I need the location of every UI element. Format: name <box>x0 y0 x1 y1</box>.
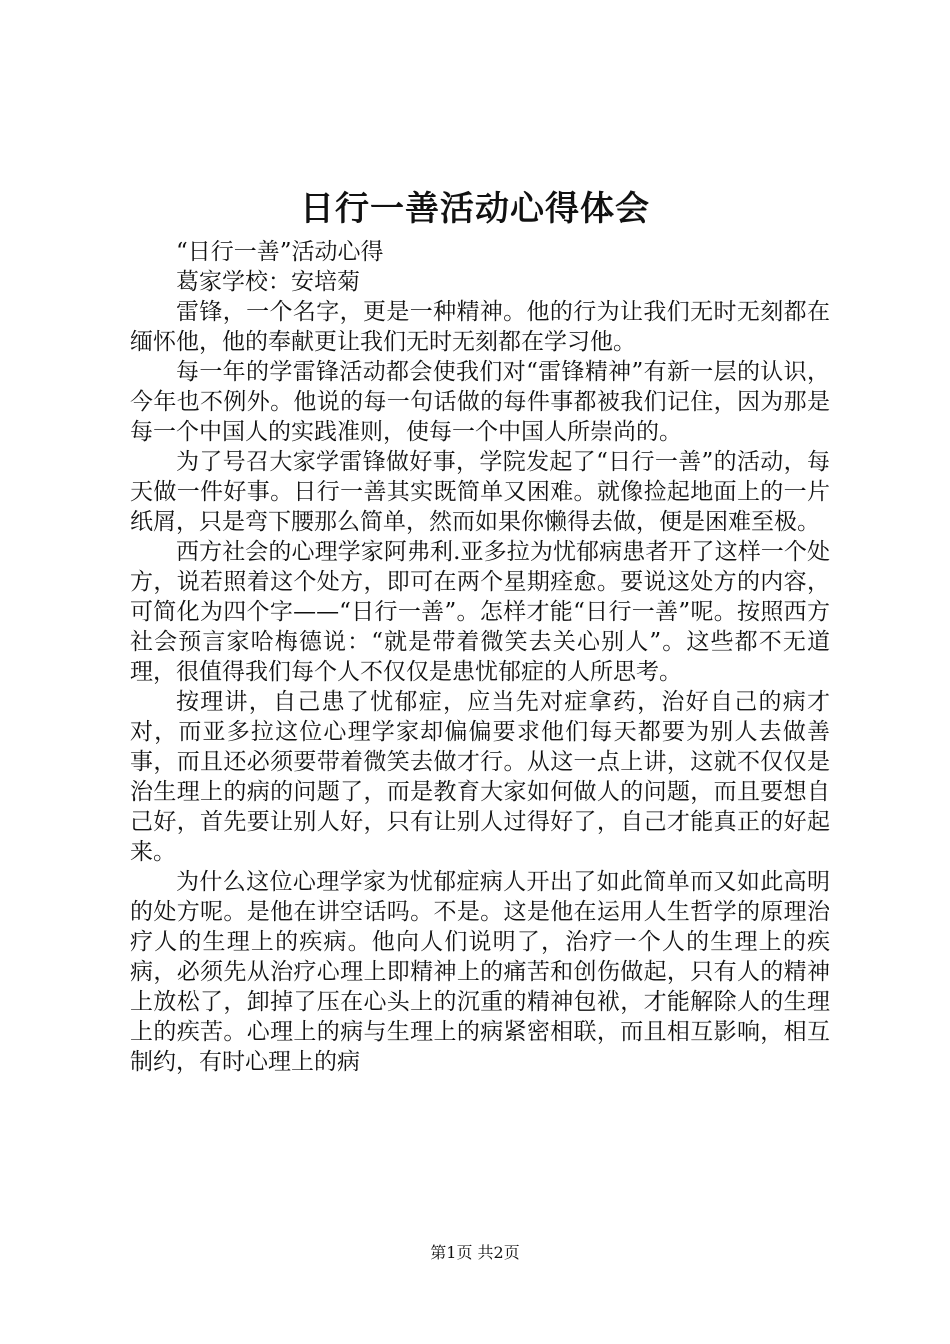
paragraph: 西方社会的心理学家阿弗利.亚多拉为忧郁病患者开了这样一个处方，说若照着这个处方，即可在两个星期痊愈。要说这处方的内容，可简化为四个字——“日行一善”。怎样才能“日行一善”呢。按照西方社会预言家哈梅德说：“就是带着微笑去关心别人”。这些都不无道理，很值得我们每个人不仅仅是患忧郁症的人所思考。 <box>130 539 830 685</box>
document-body <box>130 237 830 1077</box>
document-title: 日行一善活动心得体会 <box>300 189 650 229</box>
paragraph: 按理讲，自己患了忧郁症，应当先对症拿药，治好自己的病才对，而亚多拉这位心理学家却偏偏要求他们每天都要为别人去做善事，而且还必须要带着微笑去做才行。从这一点上讲，这就不仅仅是治生理上的病的问题了，而是教育大家如何做人的问题，而且要想自己好，首先要让别人好，只有让别人过得好了，自己才能真正的好起来。 <box>130 689 830 865</box>
paragraph-activity-heading: “日行一善”活动心得 <box>176 239 384 265</box>
paragraph: 每一年的学雷锋活动都会使我们对“雷锋精神”有新一层的认识，今年也不例外。他说的每一句话做的每件事都被我们记住，因为那是每一个中国人的实践准则，使每一个中国人所崇尚的。 <box>130 359 830 445</box>
paragraph: 为了号召大家学雷锋做好事，学院发起了“日行一善”的活动，每天做一件好事。日行一善其实既简单又困难。就像捡起地面上的一片纸屑，只是弯下腰那么简单，然而如果你懒得去做，便是困难至极。 <box>130 449 830 535</box>
paragraph: 为什么这位心理学家为忧郁症病人开出了如此简单而又如此高明的处方呢。是他在讲空话吗。不是。这是他在运用人生哲学的原理治疗人的生理上的疾病。他向人们说明了，治疗一个人的生理上的疾病，必须先从治疗心理上即精神上的痛苦和创伤做起，只有人的精神上放松了，卸掉了压在心头上的沉重的精神包袱，才能解除人的生理上的疾苦。心理上的病与生理上的病紧密相联，而且相互影响，相互制约，有时心理上的病 <box>130 869 830 1075</box>
page-footer: 第1页 共2页 <box>430 1243 520 1262</box>
paragraph-author: 葛家学校：安培菊 <box>176 269 360 295</box>
paragraph: 雷锋，一个名字，更是一种精神。他的行为让我们无时无刻都在缅怀他，他的奉献更让我们无时无刻都在学习他。 <box>130 299 830 355</box>
